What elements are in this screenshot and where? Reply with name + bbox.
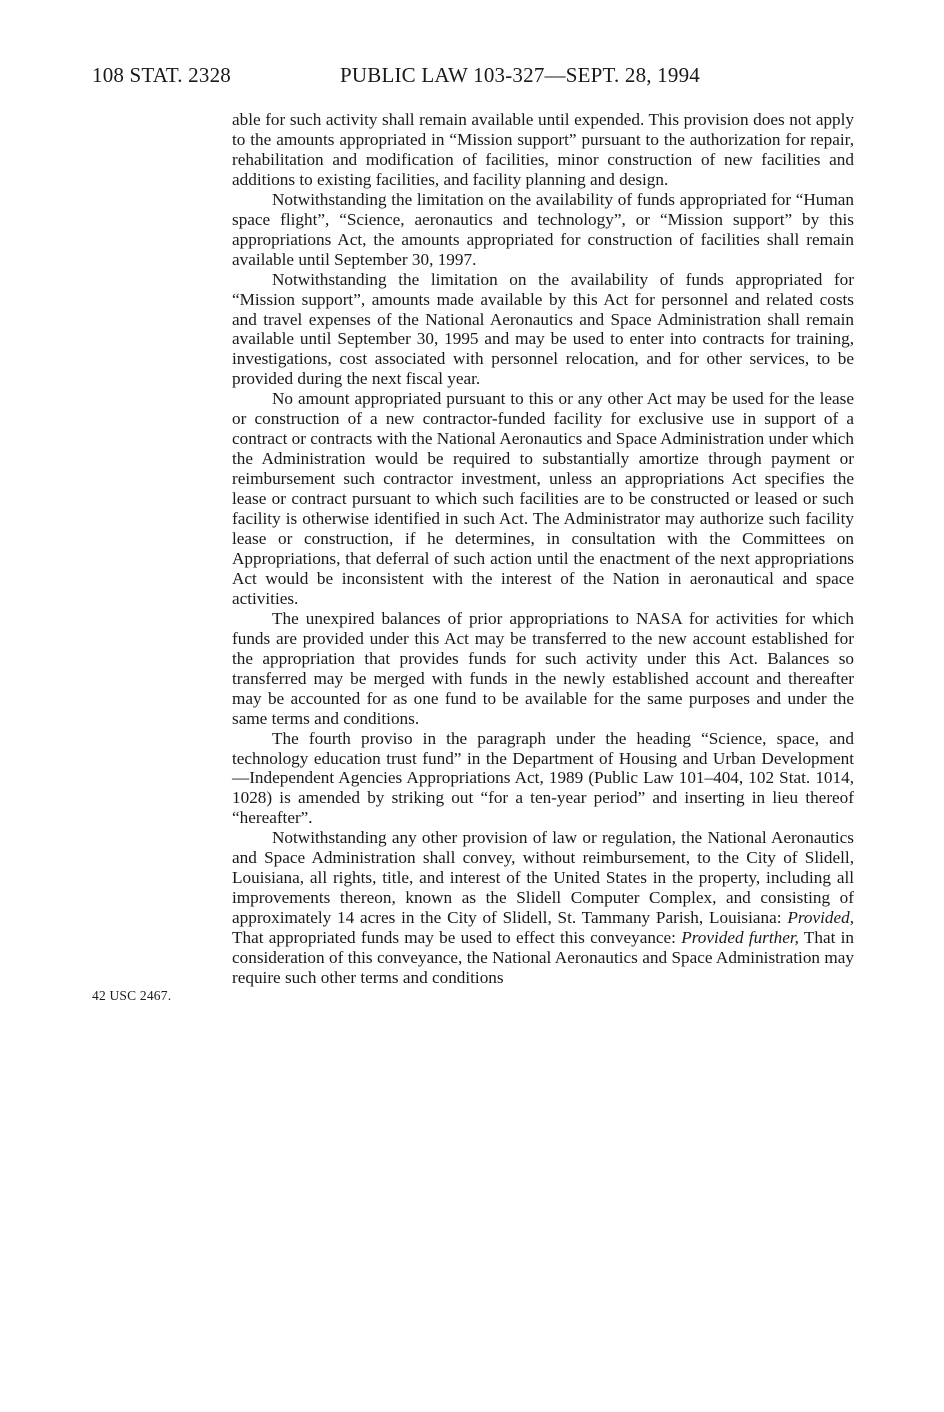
paragraph-continuation: able for such activity shall remain available until expended. This provision does not apply to the amounts appropriated in “Mission support” pursuant to the authorization for repair, rehabilitation and modification of facilities, minor construction of new facilities and additions to existing facilities, and facility planning and design.	[232, 110, 854, 189]
proviso-italic-1: Provided,	[787, 908, 854, 928]
paragraph-slidell-conveyance	[232, 828, 854, 988]
proviso-italic-2: Provided further,	[681, 928, 799, 948]
public-law-reference: PUBLIC LAW 103-327—SEPT. 28, 1994	[340, 63, 700, 87]
paragraph-contractor-facility: No amount appropriated pursuant to this or any other Act may be used for the lease or construction of a new contractor-funded facility for exclusive use in support of a contract or contracts with the National Aeronautics and Space Administration under which the Administration would be required to substantially amortize through payment or reimbursement such contractor investment, unless an appropriations Act specifies the lease or contract pursuant to which such facilities are to be constructed or leased or such facility is otherwise identified in such Act. The Administrator may authorize such facility lease or construction, if he determines, in consultation with the Committees on Appropriations, that deferral of such action until the enactment of the next appropriations Act would be inconsistent with the interest of the Nation in aeronautical and space activities.	[232, 389, 854, 608]
conveyance-text-part-1: Notwithstanding any other provision of law or regulation, the National Aeronautics and Space Administration shall convey, without reimbursement, to the City of Slidell, Louisiana, all rights, title, and interest of the United States in the property, including all improvements thereon, known as the Slidell Computer Complex, and consisting of approximately 14 acres in the City of Slidell, St. Tammany Parish, Louisiana:	[232, 828, 854, 928]
paragraph-construction-facilities: Notwithstanding the limitation on the availability of funds appropriated for “Human space flight”, “Science, aeronautics and technology”, or “Mission support” by this appropriations Act, the amounts appropriated for construction of facilities shall remain available until September 30, 1997.	[232, 189, 854, 269]
paragraph-unexpired-balances: The unexpired balances of prior appropriations to NASA for activities for which funds are provided under this Act may be transferred to the new account established for the appropriation that provides funds for such activity under this Act. Balances so transferred may be merged with funds in the newly established account and thereafter may be accounted for as one fund to be available for the same purposes and under the same terms and conditions.	[232, 608, 854, 728]
page-header	[92, 63, 852, 91]
document-body	[232, 110, 854, 988]
conveyance-text-part-2: That appropriated funds may be used to effect this conveyance:	[232, 928, 682, 948]
paragraph-mission-support: Notwithstanding the limitation on the availability of funds appropriated for “Mission support”, amounts made available by this Act for personnel and related costs and travel expenses of the National Aeronautics and Space Administration shall remain available until September 30, 1995 and may be used to enter into contracts for training, investigations, cost associated with personnel relocation, and for other services, to be provided during the next fiscal year.	[232, 269, 854, 389]
usc-margin-citation: 42 USC 2467.	[92, 988, 172, 1003]
statute-page-reference: 108 STAT. 2328	[92, 63, 231, 87]
conveyance-text-part-3: That in consideration of this conveyance, the National Aeronautics and Space Administration may require such other terms and conditions	[232, 928, 854, 987]
paragraph-education-trust-fund: The fourth proviso in the paragraph under the heading “Science, space, and technology education trust fund” in the Department of Housing and Urban Development—Independent Agencies Appropriations Act, 1989 (Public Law 101–404, 102 Stat. 1014, 1028) is amended by striking out “for a ten-year period” and inserting in lieu thereof “hereafter”.	[232, 728, 854, 828]
